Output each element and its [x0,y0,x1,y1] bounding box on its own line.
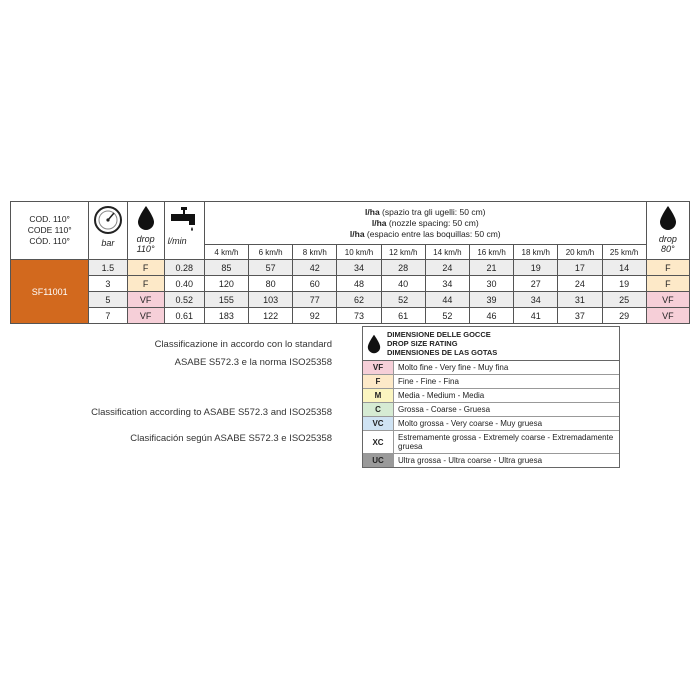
classification-it-line1: Classificazione in accordo con lo standard [154,339,332,350]
legend-item-uc [363,454,619,467]
classification-en: Classification according to ASABE S572.3 and ISO25358 [91,407,332,418]
lha-value: 31 [558,292,602,308]
lha-value: 155 [204,292,248,308]
legend-code: M [363,389,394,402]
drop-rating: F [127,260,164,276]
pressure-gauge-icon [93,205,123,235]
table-row [11,276,690,292]
drop-rating: F [127,276,164,292]
speed-header: 6 km/h [249,245,293,260]
speed-header: 20 km/h [558,245,602,260]
lha-value: 73 [337,308,381,324]
lha-value: 80 [249,276,293,292]
lha-value: 19 [602,276,646,292]
lha-value: 34 [425,276,469,292]
lha-value: 122 [249,308,293,324]
speed-header: 8 km/h [293,245,337,260]
code-header-es: CÓD. 110° [29,236,70,246]
drop-label: drop [136,234,155,244]
drop-icon [367,334,381,354]
lha-value: 34 [337,260,381,276]
legend-title-es: DIMENSIONES DE LAS GOTAS [387,348,498,357]
header-row [11,202,690,245]
lmin-value: 0.52 [164,292,204,308]
lha-value: 48 [337,276,381,292]
lha-value: 39 [469,292,513,308]
classification-es: Clasificación según ASABE S572.3 e ISO25358 [130,433,332,444]
bar-value: 3 [89,276,127,292]
drop80-angle-label: 80° [661,244,675,254]
lha-value: 61 [381,308,425,324]
classification-it-line2: ASABE S572.3 e la norma ISO25358 [174,357,332,368]
lha-value: 30 [469,276,513,292]
lmin-value: 0.40 [164,276,204,292]
speed-header: 4 km/h [204,245,248,260]
nozzle-rate-table [10,201,690,324]
faucet-icon [169,205,199,233]
drop-size-legend [362,326,620,468]
lha-value: 92 [293,308,337,324]
bar-label: bar [101,238,115,248]
legend-title-it: DIMENSIONE DELLE GOCCE [387,330,491,339]
bar-value: 7 [89,308,127,324]
speed-header: 25 km/h [602,245,646,260]
legend-code: VC [363,417,394,430]
lha-header-it: l/ha (spazio tra gli ugelli: 50 cm) [365,206,486,217]
lha-value: 57 [249,260,293,276]
lha-value: 183 [204,308,248,324]
lha-value: 14 [602,260,646,276]
legend-label: Fine - Fine - Fina [398,377,459,386]
speed-header: 14 km/h [425,245,469,260]
lha-header [204,202,646,245]
legend-code: C [363,403,394,416]
legend-item-vf [363,361,619,375]
legend-header [363,327,619,361]
nozzle-code: SF11001 [11,260,89,324]
legend-label: Ultra grossa - Ultra coarse - Ultra gruesa [398,456,543,465]
nozzle-table-wrapper [10,201,690,324]
lha-header-en: l/ha (nozzle spacing: 50 cm) [371,217,479,228]
drop80-rating: F [646,276,689,292]
drop-rating: VF [127,292,164,308]
legend-item-xc [363,431,619,454]
legend-label: Molto grossa - Very coarse - Muy gruesa [398,419,543,428]
lha-value: 17 [558,260,602,276]
lha-value: 46 [469,308,513,324]
legend-item-f [363,375,619,389]
drop80-header [646,202,689,260]
legend-label: Grossa - Coarse - Gruesa [398,405,491,414]
drop-icon [659,205,677,231]
lha-value: 29 [602,308,646,324]
lha-value: 60 [293,276,337,292]
legend-label: Molto fine - Very fine - Muy fina [398,363,509,372]
lha-header-es: l/ha (espacio entre las boquillas: 50 cm) [349,228,501,239]
legend-item-m [363,389,619,403]
table-row [11,260,690,276]
lmin-label: l/min [167,236,187,246]
speed-header: 12 km/h [381,245,425,260]
lha-value: 85 [204,260,248,276]
lha-value: 44 [425,292,469,308]
lmin-header [164,202,204,260]
lha-value: 24 [558,276,602,292]
legend-title-en: DROP SIZE RATING [387,339,458,348]
lha-value: 41 [514,308,558,324]
bar-value: 1.5 [89,260,127,276]
bar-header [89,202,127,260]
table-row [11,292,690,308]
lha-value: 103 [249,292,293,308]
lha-value: 34 [514,292,558,308]
lha-value: 42 [293,260,337,276]
drop-rating: VF [127,308,164,324]
legend-item-vc [363,417,619,431]
legend-code: VF [363,361,394,374]
legend-code: XC [363,431,394,453]
drop80-rating: VF [646,308,689,324]
speed-header: 10 km/h [337,245,381,260]
code-header-it: COD. 110° [29,214,70,224]
lha-value: 19 [514,260,558,276]
lmin-value: 0.61 [164,308,204,324]
lha-value: 28 [381,260,425,276]
lha-value: 25 [602,292,646,308]
bar-value: 5 [89,292,127,308]
drop-angle-label: 110° [136,244,155,254]
table-row [11,308,690,324]
drop80-label: drop [658,234,677,244]
drop-header [127,202,164,260]
drop80-rating: VF [646,292,689,308]
speed-header: 18 km/h [514,245,558,260]
lha-value: 37 [558,308,602,324]
lha-value: 120 [204,276,248,292]
legend-code: UC [363,454,394,467]
legend-item-c [363,403,619,417]
drop-icon [137,205,155,231]
lha-value: 62 [337,292,381,308]
legend-label: Estremamente grossa - Extremely coarse - Extremadamente gruesa [398,433,614,451]
lha-value: 77 [293,292,337,308]
legend-code: F [363,375,394,388]
lha-value: 27 [514,276,558,292]
legend-label: Media - Medium - Media [398,391,485,400]
lha-value: 21 [469,260,513,276]
lha-value: 24 [425,260,469,276]
lmin-value: 0.28 [164,260,204,276]
lha-value: 40 [381,276,425,292]
drop80-rating: F [646,260,689,276]
speed-header: 16 km/h [469,245,513,260]
lha-value: 52 [381,292,425,308]
legend-title [387,330,497,357]
lha-value: 52 [425,308,469,324]
code-header-en: CODE 110° [27,225,72,235]
code-header [11,202,89,260]
